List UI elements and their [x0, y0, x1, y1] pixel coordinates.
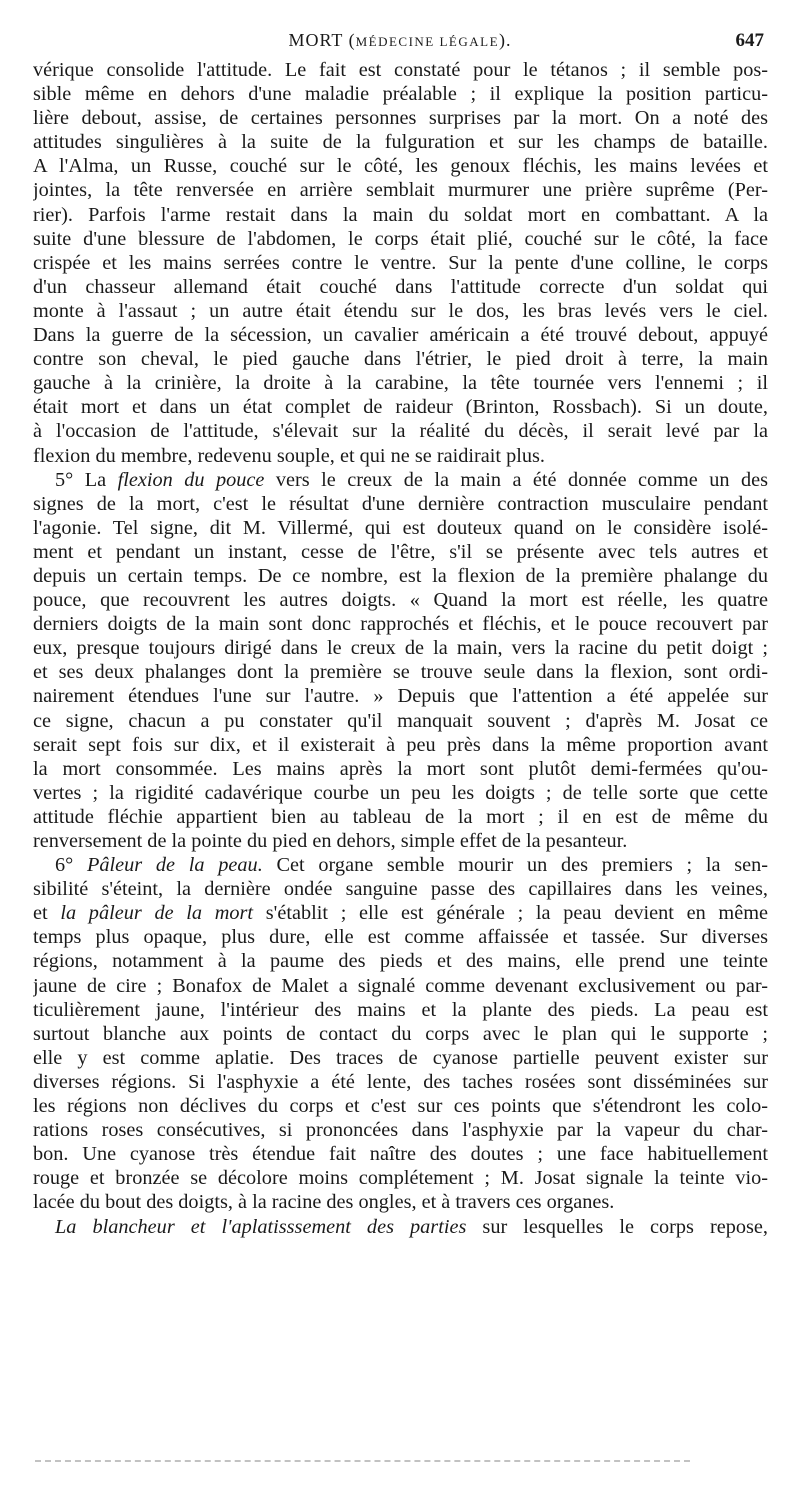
- text-line: suite d'une blessure de l'abdomen, le corps était plié, couché sur le côté, la face: [33, 227, 768, 250]
- text-line: temps plus opaque, plus dure, elle est comme affaissée et tassée. Sur diverses: [33, 926, 768, 949]
- text-fragment: s'établit ; elle est générale ; la peau devient en même: [253, 902, 768, 925]
- text-line: pouce, que recouvrent les autres doigts. « Quand la mort est réelle, les quatre: [33, 589, 768, 612]
- text-line: nairement étendues l'une sur l'autre. » Depuis que l'attention a été appelée sur: [33, 685, 768, 708]
- text-line: lière debout, assise, de certaines personnes surprises par la mort. On a noté des: [33, 107, 768, 130]
- text-line: attitude fléchie appartient bien au tableau de la mort ; il en est de même du: [33, 805, 768, 828]
- text-line: ment et pendant un instant, cesse de l'être, s'il se présente avec tels autres et: [33, 540, 768, 563]
- text-line: ce signe, chacun a pu constater qu'il manquait souvent ; d'après M. Josat ce: [33, 709, 768, 732]
- text-line-heading: [33, 468, 768, 492]
- text-line: [33, 1215, 768, 1239]
- text-line: elle y est comme aplatie. Des traces de cyanose partielle peuvent exister sur: [33, 1046, 768, 1069]
- footer-divider: [35, 1460, 690, 1462]
- text-line: A l'Alma, un Russe, couché sur le côté, les genoux fléchis, les mains levées et: [33, 155, 768, 178]
- text-fragment: et: [33, 902, 61, 925]
- text-line: régions, notamment à la paume des pieds et des mains, elle prend une teinte: [33, 950, 768, 973]
- text-line: jointes, la tête renversée en arrière semblait murmurer une prière suprême (Per-: [33, 179, 768, 202]
- running-header: [30, 30, 770, 56]
- text-line: renversement de la pointe du pied en dehors, simple effet de la pesanteur.: [33, 830, 628, 852]
- text-line: rouge et bronzée se décolore moins complétement ; M. Josat signale la teinte vio-: [33, 1167, 768, 1190]
- paragraph-attitude: [33, 58, 768, 468]
- text-line: les régions non déclives du corps et c'est sur ces points que s'étendront les colo-: [33, 1095, 768, 1118]
- text-line-heading: [33, 853, 768, 877]
- text-line: flexion du membre, redevenu souple, et qui ne se raidirait plus.: [33, 444, 545, 467]
- section-lead: La: [84, 468, 118, 491]
- text-line: crispée et les mains serrées contre le ventre. Sur la pente d'une colline, le corps: [33, 251, 768, 274]
- section-title: flexion du pouce: [117, 468, 265, 491]
- text-line: monte à l'assaut ; un autre était étendu sur le dos, les bras levés vers le ciel.: [33, 299, 768, 322]
- text-line: ticulièrement jaune, l'intérieur des mains et la plante des pieds. La peau est: [33, 998, 768, 1021]
- text-line: était mort et dans un état complet de raideur (Brinton, Rossbach). Si un doute,: [33, 396, 768, 419]
- text-fragment: sur lesquelles le corps repose,: [466, 1215, 768, 1238]
- text-line: Dans la guerre de la sécession, un cavalier américain a été trouvé debout, appuyé: [33, 324, 768, 347]
- emphasis: la pâleur de la mort: [60, 902, 254, 925]
- text-line: surtout blanche aux points de contact du corps avec le plan qui le supporte ;: [33, 1022, 768, 1045]
- text-line: vertes ; la rigidité cadavérique courbe un peu les doigts ; de telle sorte que cette: [33, 781, 768, 804]
- text-line: à l'occasion de l'attitude, s'élevait sur la réalité du décès, il serait levé par la: [33, 420, 768, 443]
- text-line: et ses deux phalanges dont la première se trouve seule dans la flexion, sont ordi-: [33, 661, 768, 684]
- text-line: bon. Une cyanose très étendue fait naître des doutes ; une face habituellement: [33, 1143, 768, 1166]
- text-line: rations roses consécutives, si prononcées dans l'asphyxie par la vapeur du char-: [33, 1119, 768, 1142]
- text-fragment: vers le creux de la main a été donnée comme un des: [264, 468, 768, 491]
- text-line: l'agonie. Tel signe, dit M. Villermé, qui est douteux quand on le considère isolé-: [33, 516, 768, 539]
- text-line: vérique consolide l'attitude. Le fait est constaté pour le tétanos ; il semble pos-: [33, 59, 768, 81]
- text-line: sibilité s'éteint, la dernière ondée sanguine passe des capillaires dans les veines,: [33, 878, 768, 901]
- title-main: MORT (: [288, 30, 356, 50]
- page-number: 647: [735, 30, 764, 51]
- text-line: lacée du bout des doigts, à la racine des ongles, et à travers ces organes.: [33, 1191, 615, 1214]
- running-title: [30, 30, 770, 51]
- title-end: ).: [499, 30, 512, 50]
- section-title: Pâleur de la peau.: [86, 854, 263, 877]
- text-line: sible même en dehors d'une maladie préalable ; il explique la position particu-: [33, 83, 768, 106]
- text-line: eux, presque toujours dirigé dans le creux de la main, vers la racine du petit doigt ;: [33, 637, 768, 660]
- text-line: rier). Parfois l'arme restait dans la main du soldat mort en combattant. A la: [33, 203, 768, 226]
- title-smallcaps: MÉDECINE LÉGALE: [355, 34, 500, 49]
- text-line: [33, 901, 768, 925]
- text-line: gauche à la crinière, la droite à la carabine, la tête tournée vers l'ennemi ; il: [33, 372, 768, 395]
- body-text: [33, 58, 768, 1239]
- text-line: d'un chasseur allemand était couché dans l'attitude correcte d'un soldat qui: [33, 275, 768, 298]
- text-line: signes de la mort, c'est le résultat d'une dernière contraction musculaire pendant: [33, 492, 768, 515]
- paragraph-flexion-pouce: [33, 468, 768, 854]
- section-number: 5°: [55, 468, 85, 491]
- text-line: jaune de cire ; Bonafox de Malet a signalé comme devenant exclusivement ou par-: [33, 974, 768, 997]
- text-line: la mort consommée. Les mains après la mort sont plutôt demi-fermées qu'ou-: [33, 757, 768, 780]
- paragraph-paleur-peau: [33, 853, 768, 1214]
- text-line: attitudes singulières à la suite de la fulguration et sur les champs de bataille.: [33, 131, 768, 154]
- text-fragment: Cet organe semble mourir un des premiers ; la sen-: [262, 854, 768, 877]
- text-line: derniers doigts de la main sont donc rapprochés et fléchis, et le pouce recouvert par: [33, 613, 768, 636]
- paragraph-blancheur: [33, 1215, 768, 1239]
- text-line: contre son cheval, le pied gauche dans l'étrier, le pied droit à terre, la main: [33, 348, 768, 371]
- text-line: depuis un certain temps. De ce nombre, est la flexion de la première phalange du: [33, 564, 768, 587]
- text-line: serait sept fois sur dix, et il existerait à peu près dans la même proportion avant: [33, 733, 768, 756]
- section-number: 6°: [55, 854, 87, 877]
- emphasis: La blancheur et l'aplatisssement des parties: [55, 1215, 467, 1238]
- text-line: diverses régions. Si l'asphyxie a été lente, des taches rosées sont disséminées sur: [33, 1070, 768, 1093]
